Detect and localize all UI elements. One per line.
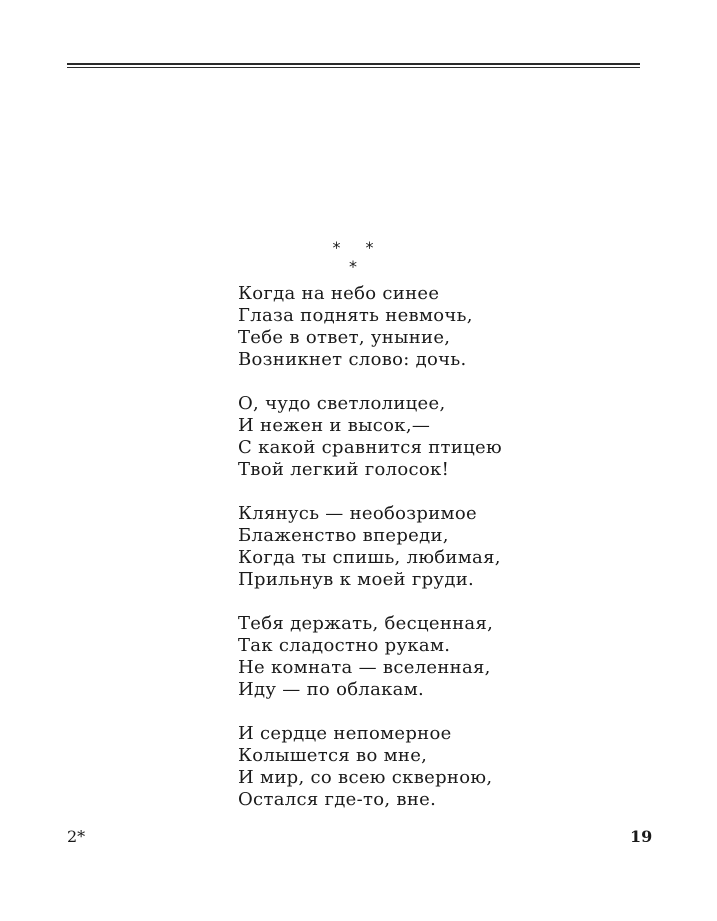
poem-line: И сердце непомерное [238, 723, 452, 744]
signature-mark: 2* [67, 827, 86, 846]
top-rule-thin [67, 67, 640, 68]
poem-line: Клянусь — необозримое [238, 503, 477, 524]
poem-line: Остался где-то, вне. [238, 789, 437, 810]
poem-line: О, чудо светлолицее, [238, 393, 446, 414]
poem-line: И нежен и высок,— [238, 415, 431, 436]
poem-line: И мир, со всею скверною, [238, 767, 493, 788]
poem-line: Прильнув к моей груди. [238, 569, 475, 590]
poem-line: Твой легкий голосок! [238, 459, 450, 480]
poem-line: Когда ты спишь, любимая, [238, 547, 501, 568]
stanza-3 [238, 503, 538, 591]
poem-line: Возникнет слово: дочь. [238, 349, 467, 370]
stanza-2 [238, 393, 538, 481]
poem-line: Колышется во мне, [238, 745, 428, 766]
poem-line: Тебе в ответ, уныние, [238, 327, 451, 348]
stanza-5 [238, 723, 538, 811]
section-separator: * * * [332, 238, 384, 276]
poem-line: Тебя держать, бесценная, [238, 613, 494, 634]
stanza-1 [238, 283, 538, 371]
poem-line: Иду — по облакам. [238, 679, 425, 700]
poem-line: С какой сравнится птицею [238, 437, 502, 458]
poem-line: Блаженство впереди, [238, 525, 449, 546]
page-number: 19 [630, 827, 653, 846]
poem [238, 283, 538, 833]
top-rule [67, 63, 640, 65]
poem-line: Глаза поднять невмочь, [238, 305, 473, 326]
stanza-4 [238, 613, 538, 701]
poem-line: Не комната — вселенная, [238, 657, 491, 678]
poem-line: Когда на небо синее [238, 283, 440, 304]
poem-line: Так сладостно рукам. [238, 635, 451, 656]
